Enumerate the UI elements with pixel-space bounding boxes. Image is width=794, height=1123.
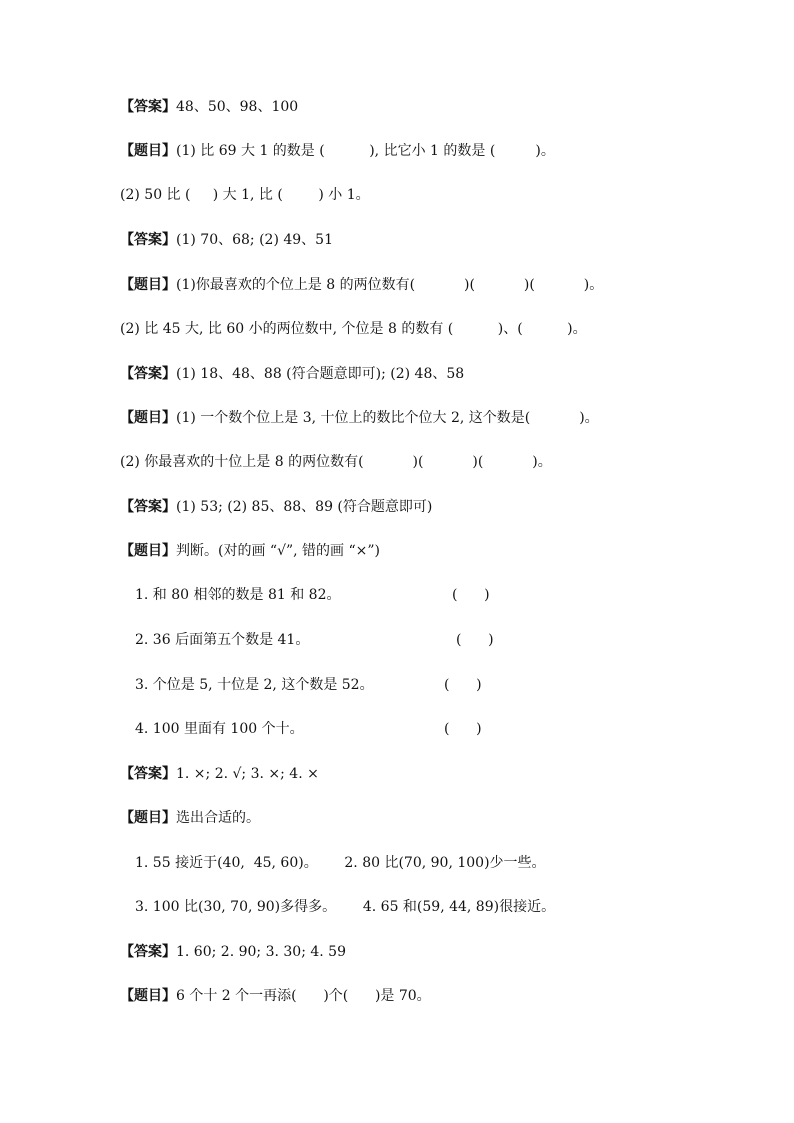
question-line-2 <box>120 141 555 161</box>
answer-text: (1) 70、68; (2) 49、51 <box>176 232 333 248</box>
question-text: 选出合适的。 <box>176 810 260 826</box>
question-tag: 【题目】 <box>120 410 176 426</box>
question-tag: 【题目】 <box>120 810 176 826</box>
judge-item-text: 3. 个位是 5, 十位是 2, 这个数是 52。 <box>135 677 374 693</box>
judge-blank: ( ) <box>456 632 494 648</box>
answer-text: 1. 60; 2. 90; 3. 30; 4. 59 <box>176 944 346 960</box>
question-tag: 【题目】 <box>120 277 176 293</box>
question-text: (1) 比 69 大 1 的数是 ( ), 比它小 1 的数是 ( )。 <box>176 143 555 159</box>
answer-text: (1) 53; (2) 85、88、89 (符合题意即可) <box>176 499 433 515</box>
judge-item <box>135 719 304 739</box>
answer-line-5 <box>120 764 319 784</box>
judge-blank: ( ) <box>452 587 490 603</box>
judge-item-text: 4. 100 里面有 100 个十。 <box>135 721 304 737</box>
judge-item-text: 2. 36 后面第五个数是 41。 <box>135 632 310 648</box>
question-tag: 【题目】 <box>120 543 176 559</box>
answer-line-2 <box>120 230 333 250</box>
answer-line-1 <box>120 97 298 117</box>
answer-tag: 【答案】 <box>120 944 176 960</box>
judge-item <box>135 585 341 605</box>
answer-tag: 【答案】 <box>120 99 176 115</box>
choose-item-row <box>135 853 546 873</box>
judge-blank: ( ) <box>444 721 482 737</box>
question-text: 判断。(对的画 “√”, 错的画 “×”) <box>176 543 381 559</box>
answer-tag: 【答案】 <box>120 499 176 515</box>
answer-tag: 【答案】 <box>120 366 176 382</box>
answer-line-4 <box>120 497 432 517</box>
question-tag: 【题目】 <box>120 143 176 159</box>
question-text: (2) 你最喜欢的十位上是 8 的两位数有( )( )( )。 <box>120 454 552 470</box>
question-line-5 <box>120 541 380 561</box>
answer-text: 48、50、98、100 <box>176 99 299 115</box>
question-line-3 <box>120 275 603 295</box>
question-line-4b <box>120 452 552 472</box>
answer-tag: 【答案】 <box>120 232 176 248</box>
question-line-2b <box>120 185 370 205</box>
answer-tag: 【答案】 <box>120 766 176 782</box>
question-text: 6 个十 2 个一再添( )个( )是 70。 <box>176 988 431 1004</box>
question-line-6 <box>120 808 260 828</box>
answer-line-6 <box>120 942 346 962</box>
answer-line-3 <box>120 364 464 384</box>
question-line-4 <box>120 408 599 428</box>
answer-text: (1) 18、48、88 (符合题意即可); (2) 48、58 <box>176 366 465 382</box>
judge-item <box>135 675 374 695</box>
question-tag: 【题目】 <box>120 988 176 1004</box>
question-text: (2) 比 45 大, 比 60 小的两位数中, 个位是 8 的数有 ( )、( )。 <box>120 321 587 337</box>
choose-item-text: 3. 100 比(30, 70, 90)多得多。 4. 65 和(59, 44, 89)很接近。 <box>135 899 556 915</box>
question-text: (2) 50 比 ( ) 大 1, 比 ( ) 小 1。 <box>120 187 370 203</box>
question-line-3b <box>120 319 587 339</box>
answer-text: 1. ×; 2. √; 3. ×; 4. × <box>176 766 319 782</box>
question-text: (1) 一个数个位上是 3, 十位上的数比个位大 2, 这个数是( )。 <box>176 410 599 426</box>
judge-item <box>135 630 309 650</box>
choose-item-row <box>135 897 555 917</box>
choose-item-text: 1. 55 接近于(40, 45, 60)。 2. 80 比(70, 90, 100)少一些。 <box>135 855 546 871</box>
judge-blank: ( ) <box>444 677 482 693</box>
question-line-7 <box>120 986 431 1006</box>
judge-item-text: 1. 和 80 相邻的数是 81 和 82。 <box>135 587 341 603</box>
question-text: (1)你最喜欢的个位上是 8 的两位数有( )( )( )。 <box>176 277 604 293</box>
